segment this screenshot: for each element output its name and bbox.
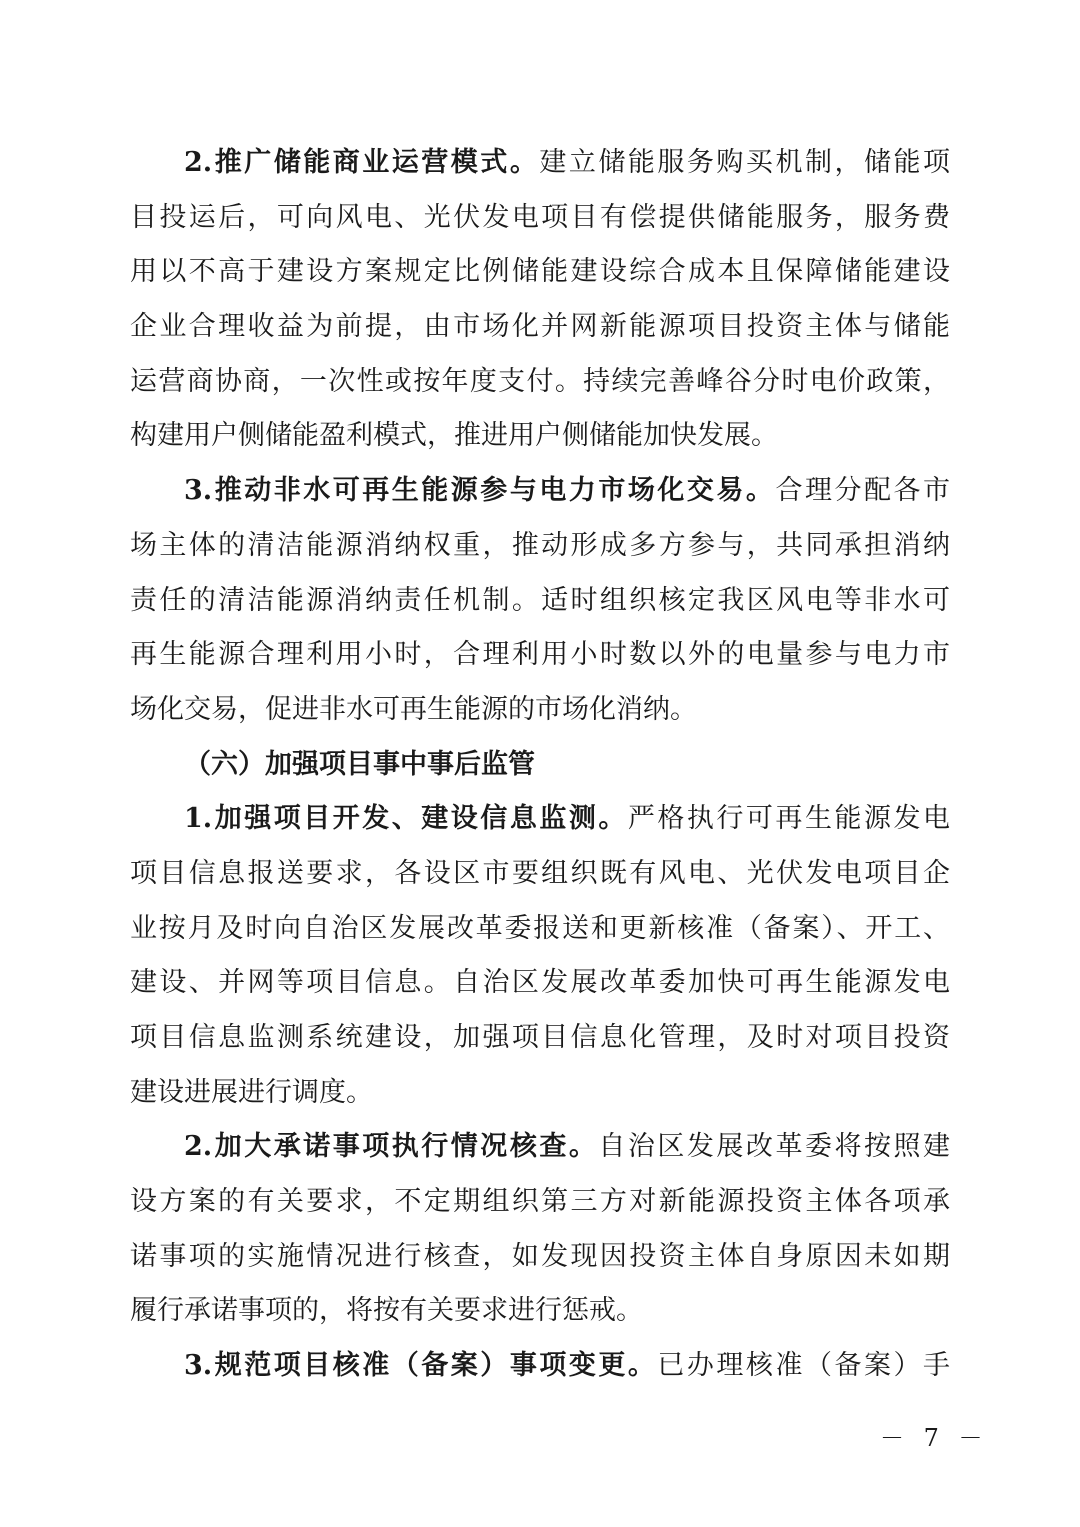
paragraph-text: 已办理核准（备案）手	[657, 1350, 950, 1382]
paragraph-heading: 3.推动非水可再生能源参与电力市场化交易。	[184, 475, 776, 507]
paragraph-heading: 2.推广储能商业运营模式。	[184, 147, 540, 178]
paragraph-heading: 1.加强项目开发、建设信息监测。	[184, 803, 628, 835]
paragraph-line	[130, 1120, 950, 1175]
paragraph-line: 业按月及时向自治区发展改革委报送和更新核准（备案）、开工、	[130, 912, 950, 944]
paragraph-line	[130, 464, 950, 519]
paragraph-line: 场化交易，促进非水可再生能源的市场化消纳。	[130, 693, 697, 725]
paragraph-line: 建设、并网等项目信息。自治区发展改革委加快可再生能源发电	[130, 967, 950, 999]
paragraph-heading: 2.加大承诺事项执行情况核查。	[184, 1131, 599, 1163]
paragraph-line: 企业合理收益为前提，由市场化并网新能源项目投资主体与储能	[130, 311, 950, 343]
paragraph-text: 合理分配各市	[775, 475, 950, 507]
paragraph-line: 建设进展进行调度。	[130, 1076, 373, 1108]
paragraph-line: 设方案的有关要求，不定期组织第三方对新能源投资主体各项承	[130, 1186, 950, 1218]
paragraph-heading: 3.规范项目核准（备案）事项变更。	[184, 1350, 658, 1382]
paragraph-text: 建立储能服务购买机制，储能项	[539, 147, 950, 178]
paragraph-line: 运营商协商，一次性或按年度支付。持续完善峰谷分时电价政策，	[130, 365, 950, 397]
paragraph-line: 项目信息报送要求，各设区市要组织既有风电、光伏发电项目企	[130, 857, 950, 889]
paragraph-line: 用以不高于建设方案规定比例储能建设综合成本且保障储能建设	[130, 256, 950, 288]
page-number: － 7 －	[880, 1424, 989, 1452]
paragraph-line: 项目信息监测系统建设，加强项目信息化管理，及时对项目投资	[130, 1022, 950, 1053]
paragraph-text: 自治区发展改革委将按照建	[598, 1131, 950, 1163]
paragraph-line	[130, 792, 950, 847]
paragraph-line: 场主体的清洁能源消纳权重，推动形成多方参与，共同承担消纳	[130, 529, 950, 561]
paragraph-text: 严格执行可再生能源发电	[627, 803, 950, 835]
paragraph-line: 履行承诺事项的，将按有关要求进行惩戒。	[130, 1295, 643, 1327]
document-body	[130, 136, 950, 1394]
paragraph-line	[130, 1339, 950, 1394]
paragraph-line: 构建用户侧储能盈利模式，推进用户侧储能加快发展。	[130, 420, 778, 452]
paragraph-line	[130, 136, 950, 191]
paragraph-line: 诺事项的实施情况进行核查，如发现因投资主体自身原因未如期	[130, 1240, 950, 1272]
section-title: （六）加强项目事中事后监管	[184, 748, 535, 780]
paragraph-line: 目投运后，可向风电、光伏发电项目有偿提供储能服务，服务费	[130, 201, 950, 233]
paragraph-line: 责任的清洁能源消纳责任机制。适时组织核定我区风电等非水可	[130, 584, 950, 616]
paragraph-line: 再生能源合理利用小时，合理利用小时数以外的电量参与电力市	[130, 639, 950, 671]
